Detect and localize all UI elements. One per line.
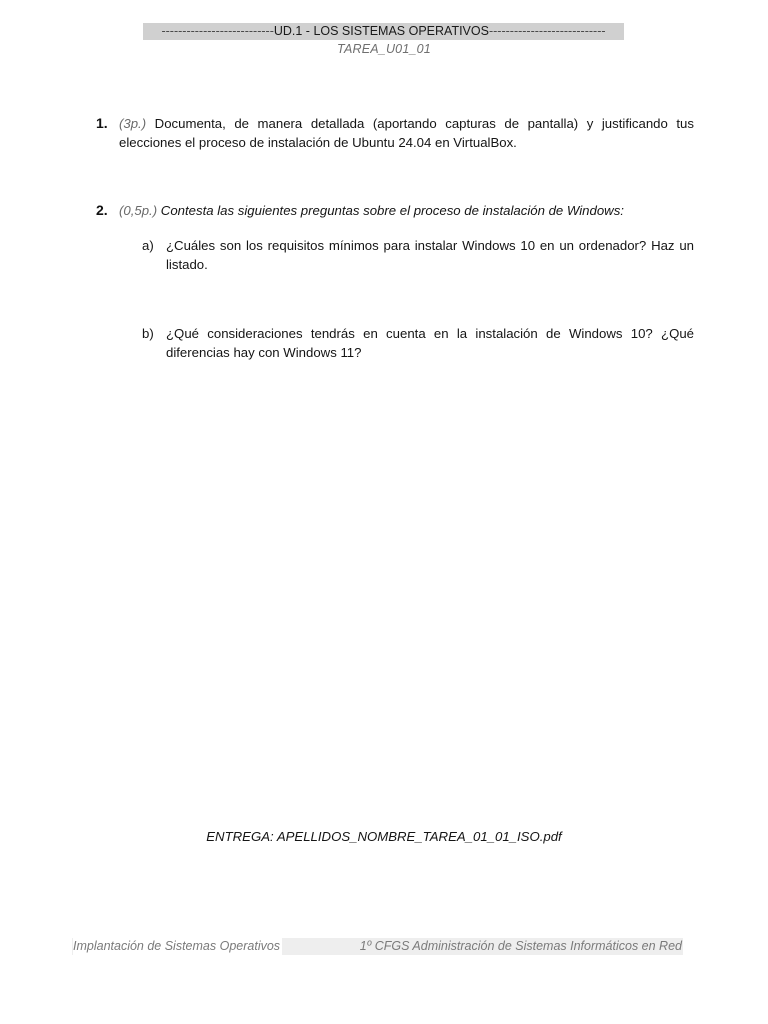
question-2 xyxy=(119,201,694,220)
question-1-number: 1. xyxy=(96,115,108,131)
question-1-text: Documenta, de manera detallada (aportando capturas de pantalla) y justificando tus elecciones el proceso de instalación de Ubuntu 24.04 en VirtualBox. xyxy=(119,116,694,150)
question-2-points: (0,5p.) xyxy=(119,203,158,218)
document-title: UD.1 - LOS SISTEMAS OPERATIVOS xyxy=(273,24,489,38)
document-header xyxy=(143,23,624,40)
question-1 xyxy=(119,114,694,152)
task-code: TAREA_U01_01 xyxy=(337,42,431,56)
sub-item-a-text: ¿Cuáles son los requisitos mínimos para instalar Windows 10 en un ordenador? Haz un listado. xyxy=(166,238,694,272)
page-footer xyxy=(72,938,683,955)
question-2-text: Contesta las siguientes preguntas sobre el proceso de instalación de Windows: xyxy=(157,203,624,218)
delivery-filename: ENTREGA: APELLIDOS_NOMBRE_TAREA_01_01_ISO.pdf xyxy=(206,829,562,844)
footer-subject: Implantación de Sistemas Operativos xyxy=(73,939,281,953)
sub-item-a-letter: a) xyxy=(142,238,154,253)
sub-item-b-text: ¿Qué consideraciones tendrás en cuenta en la instalación de Windows 10? ¿Qué diferencias hay con Windows 11? xyxy=(166,326,694,360)
question-2-number: 2. xyxy=(96,202,108,218)
header-dashes-left: --------------------------- xyxy=(161,24,274,38)
header-dashes-right: ---------------------------- xyxy=(488,24,606,38)
question-1-points: (3p.) xyxy=(119,116,147,131)
sub-item-b-letter: b) xyxy=(142,326,154,341)
footer-course: 1º CFGS Administración de Sistemas Informáticos en Red xyxy=(359,939,682,953)
